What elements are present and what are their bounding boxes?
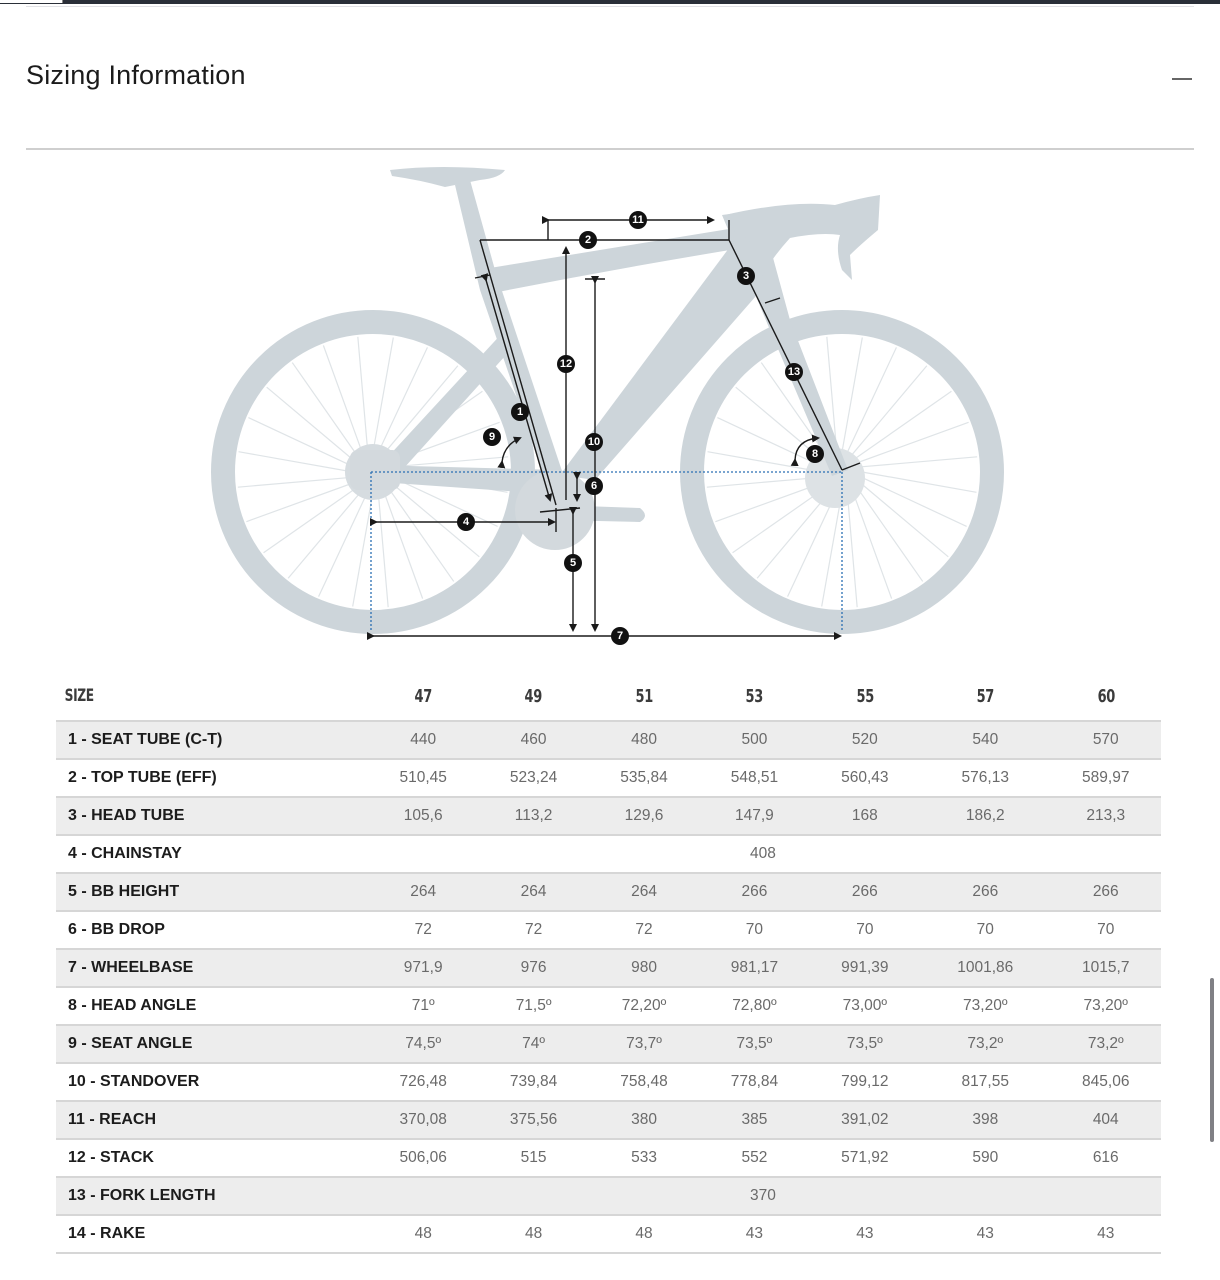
minus-icon <box>1172 78 1192 80</box>
collapse-button[interactable] <box>1170 64 1194 88</box>
row-label: 5 - BB HEIGHT <box>56 873 368 911</box>
svg-text:10: 10 <box>587 436 601 448</box>
spoke <box>847 491 857 607</box>
sizing-accordion-header[interactable] <box>26 50 1194 110</box>
cell-value: 73,2º <box>1051 1025 1162 1063</box>
cell-value: 73,7º <box>589 1025 699 1063</box>
cell-value: 72 <box>589 911 699 949</box>
cell-value: 129,6 <box>589 797 699 835</box>
spoke <box>717 418 822 467</box>
cell-value: 266 <box>810 873 920 911</box>
cell-value: 817,55 <box>920 1063 1050 1101</box>
cell-value: 43 <box>1051 1215 1162 1253</box>
spoke <box>861 477 966 526</box>
cell-value: 560,43 <box>810 759 920 797</box>
browser-top-bar <box>0 0 1220 4</box>
cell-value: 500 <box>699 721 809 759</box>
spoke <box>708 452 822 472</box>
row-label: 11 - REACH <box>56 1101 368 1139</box>
cell-value: 48 <box>368 1215 478 1253</box>
shared-value: 408 <box>750 845 776 862</box>
marker-13 <box>785 363 803 381</box>
cell-value: 70 <box>699 911 809 949</box>
spoke <box>852 489 892 598</box>
geometry-table <box>56 672 1161 1254</box>
spoke <box>248 418 353 467</box>
spoke <box>862 472 976 492</box>
cell-value: 264 <box>478 873 588 911</box>
cell-value: 540 <box>920 721 1050 759</box>
svg-text:4: 4 <box>462 516 470 528</box>
size-header: 53 <box>745 685 764 707</box>
cell-value: 570 <box>1051 721 1162 759</box>
size-header: 49 <box>524 685 543 707</box>
row-label: 6 - BB DROP <box>56 911 368 949</box>
row-label: 7 - WHEELBASE <box>56 949 368 987</box>
size-header: 47 <box>414 685 432 707</box>
spoke <box>856 486 923 581</box>
cell-value-all-sizes <box>368 835 1161 873</box>
cell-value: 440 <box>368 721 478 759</box>
cell-value: 168 <box>810 797 920 835</box>
cell-value: 535,84 <box>589 759 699 797</box>
cell-value: 48 <box>478 1215 588 1253</box>
row-label: 9 - SEAT ANGLE <box>56 1025 368 1063</box>
table-row <box>56 873 1161 911</box>
cell-value: 266 <box>1051 873 1162 911</box>
cell-value: 380 <box>589 1101 699 1139</box>
cell-value: 845,06 <box>1051 1063 1162 1101</box>
cell-value: 799,12 <box>810 1063 920 1101</box>
cell-value: 72,20º <box>589 987 699 1025</box>
table-row <box>56 1025 1161 1063</box>
cell-value: 1001,86 <box>920 949 1050 987</box>
spoke <box>861 457 977 467</box>
cell-value: 48 <box>589 1215 699 1253</box>
table-row <box>56 721 1161 759</box>
section-title: Sizing Information <box>26 60 246 90</box>
cell-value: 73,5º <box>699 1025 809 1063</box>
marker-12 <box>557 355 575 373</box>
cell-value: 523,24 <box>478 759 588 797</box>
cell-value: 71º <box>368 987 478 1025</box>
cell-value: 981,17 <box>699 949 809 987</box>
cell-value: 980 <box>589 949 699 987</box>
cell-value: 590 <box>920 1139 1050 1177</box>
marker-11 <box>629 211 647 229</box>
cell-value: 576,13 <box>920 759 1050 797</box>
svg-text:9: 9 <box>488 431 496 443</box>
table-row <box>56 759 1161 797</box>
cell-value: 266 <box>699 873 809 911</box>
cell-value: 375,56 <box>478 1101 588 1139</box>
svg-text:6: 6 <box>590 480 598 492</box>
cell-value: 213,3 <box>1051 797 1162 835</box>
cell-value: 72 <box>478 911 588 949</box>
row-label: 4 - CHAINSTAY <box>56 835 368 873</box>
marker-7 <box>611 627 629 645</box>
spoke <box>353 492 373 606</box>
row-label: 10 - STANDOVER <box>56 1063 368 1101</box>
spoke <box>847 347 896 452</box>
spoke <box>239 452 353 472</box>
cell-value: 105,6 <box>368 797 478 835</box>
table-row <box>56 911 1161 949</box>
active-tab-indicator[interactable] <box>0 0 63 3</box>
spoke <box>822 492 842 606</box>
cell-value-all-sizes <box>368 1177 1161 1215</box>
row-label: 1 - SEAT TUBE (C-T) <box>56 721 368 759</box>
cell-value: 74,5º <box>368 1025 478 1063</box>
svg-text:5: 5 <box>569 557 577 569</box>
spoke <box>387 486 454 581</box>
svg-text:8: 8 <box>811 448 819 460</box>
cell-value: 186,2 <box>920 797 1050 835</box>
size-column-header: SIZE <box>64 686 94 706</box>
cell-value: 991,39 <box>810 949 920 987</box>
table-row <box>56 797 1161 835</box>
size-header: 57 <box>976 685 994 707</box>
cell-value: 515 <box>478 1139 588 1177</box>
cell-value: 971,9 <box>368 949 478 987</box>
bike-silhouette <box>223 167 992 622</box>
cell-value: 73,5º <box>810 1025 920 1063</box>
spoke <box>859 422 968 462</box>
cell-value: 73,20º <box>920 987 1050 1025</box>
cell-value: 70 <box>1051 911 1162 949</box>
section-divider <box>26 148 1194 150</box>
cell-value: 385 <box>699 1101 809 1139</box>
spoke <box>246 482 355 522</box>
spoke <box>292 363 359 458</box>
table-row <box>56 835 1161 873</box>
cell-value: 589,97 <box>1051 759 1162 797</box>
cell-value: 460 <box>478 721 588 759</box>
size-header: 55 <box>856 685 874 707</box>
row-label: 12 - STACK <box>56 1139 368 1177</box>
cell-value: 398 <box>920 1101 1050 1139</box>
svg-text:2: 2 <box>584 234 592 246</box>
cell-value: 70 <box>920 911 1050 949</box>
cell-value: 533 <box>589 1139 699 1177</box>
cell-value: 552 <box>699 1139 809 1177</box>
spoke <box>323 345 363 454</box>
cell-value: 70 <box>810 911 920 949</box>
cell-value: 480 <box>589 721 699 759</box>
marker-10 <box>585 433 603 451</box>
cell-value: 739,84 <box>478 1063 588 1101</box>
shared-value: 370 <box>750 1187 776 1204</box>
spoke <box>842 338 862 452</box>
cell-value: 73,00º <box>810 987 920 1025</box>
cell-value: 43 <box>920 1215 1050 1253</box>
row-label: 13 - FORK LENGTH <box>56 1177 368 1215</box>
table-row <box>56 1101 1161 1139</box>
row-label: 3 - HEAD TUBE <box>56 797 368 835</box>
spoke <box>378 491 388 607</box>
cell-value: 113,2 <box>478 797 588 835</box>
marker-9 <box>483 428 501 446</box>
cell-value: 43 <box>810 1215 920 1253</box>
spoke <box>238 477 354 487</box>
table-row <box>56 1215 1161 1253</box>
cell-value: 616 <box>1051 1139 1162 1177</box>
marker-8 <box>806 445 824 463</box>
marker-1 <box>511 403 529 421</box>
table-row <box>56 1139 1161 1177</box>
table-row <box>56 1063 1161 1101</box>
marker-6 <box>585 477 603 495</box>
cell-value: 72,80º <box>699 987 809 1025</box>
table-row <box>56 1177 1161 1215</box>
table-row <box>56 987 1161 1025</box>
svg-text:3: 3 <box>742 270 750 282</box>
cell-value: 72 <box>368 911 478 949</box>
svg-text:12: 12 <box>559 358 573 370</box>
spoke <box>383 489 423 598</box>
cell-value: 976 <box>478 949 588 987</box>
row-label: 8 - HEAD ANGLE <box>56 987 368 1025</box>
size-header: 51 <box>635 685 653 707</box>
row-label: 14 - RAKE <box>56 1215 368 1253</box>
cell-value: 74º <box>478 1025 588 1063</box>
cell-value: 726,48 <box>368 1063 478 1101</box>
cell-value: 548,51 <box>699 759 809 797</box>
svg-text:13: 13 <box>787 366 801 378</box>
frame <box>350 167 880 550</box>
spoke <box>856 391 951 458</box>
cell-value: 510,45 <box>368 759 478 797</box>
cell-value: 778,84 <box>699 1063 809 1101</box>
cell-value: 264 <box>368 873 478 911</box>
bike-geometry-diagram <box>200 155 1020 655</box>
row-label: 2 - TOP TUBE (EFF) <box>56 759 368 797</box>
marker-3 <box>737 267 755 285</box>
svg-text:1: 1 <box>516 406 524 418</box>
spoke <box>373 338 393 452</box>
marker-5 <box>564 554 582 572</box>
size-header: 60 <box>1097 685 1115 707</box>
vertical-scrollbar[interactable] <box>1210 978 1214 1142</box>
cell-value: 264 <box>589 873 699 911</box>
cell-value: 266 <box>920 873 1050 911</box>
table-row <box>56 949 1161 987</box>
cell-value: 73,2º <box>920 1025 1050 1063</box>
table-header-row <box>56 672 1161 721</box>
cell-value: 370,08 <box>368 1101 478 1139</box>
spoke <box>264 486 359 553</box>
spoke <box>358 337 368 453</box>
svg-text:11: 11 <box>632 214 644 226</box>
cell-value: 520 <box>810 721 920 759</box>
cell-value: 404 <box>1051 1101 1162 1139</box>
cell-value: 391,02 <box>810 1101 920 1139</box>
svg-text:7: 7 <box>616 630 624 642</box>
marker-4 <box>457 513 475 531</box>
cell-value: 73,20º <box>1051 987 1162 1025</box>
marker-2 <box>579 231 597 249</box>
cell-value: 1015,7 <box>1051 949 1162 987</box>
top-divider <box>26 6 1194 7</box>
cell-value: 147,9 <box>699 797 809 835</box>
cell-value: 506,06 <box>368 1139 478 1177</box>
cell-value: 43 <box>699 1215 809 1253</box>
cell-value: 71,5º <box>478 987 588 1025</box>
cell-value: 571,92 <box>810 1139 920 1177</box>
spoke <box>319 491 368 596</box>
cell-value: 758,48 <box>589 1063 699 1101</box>
